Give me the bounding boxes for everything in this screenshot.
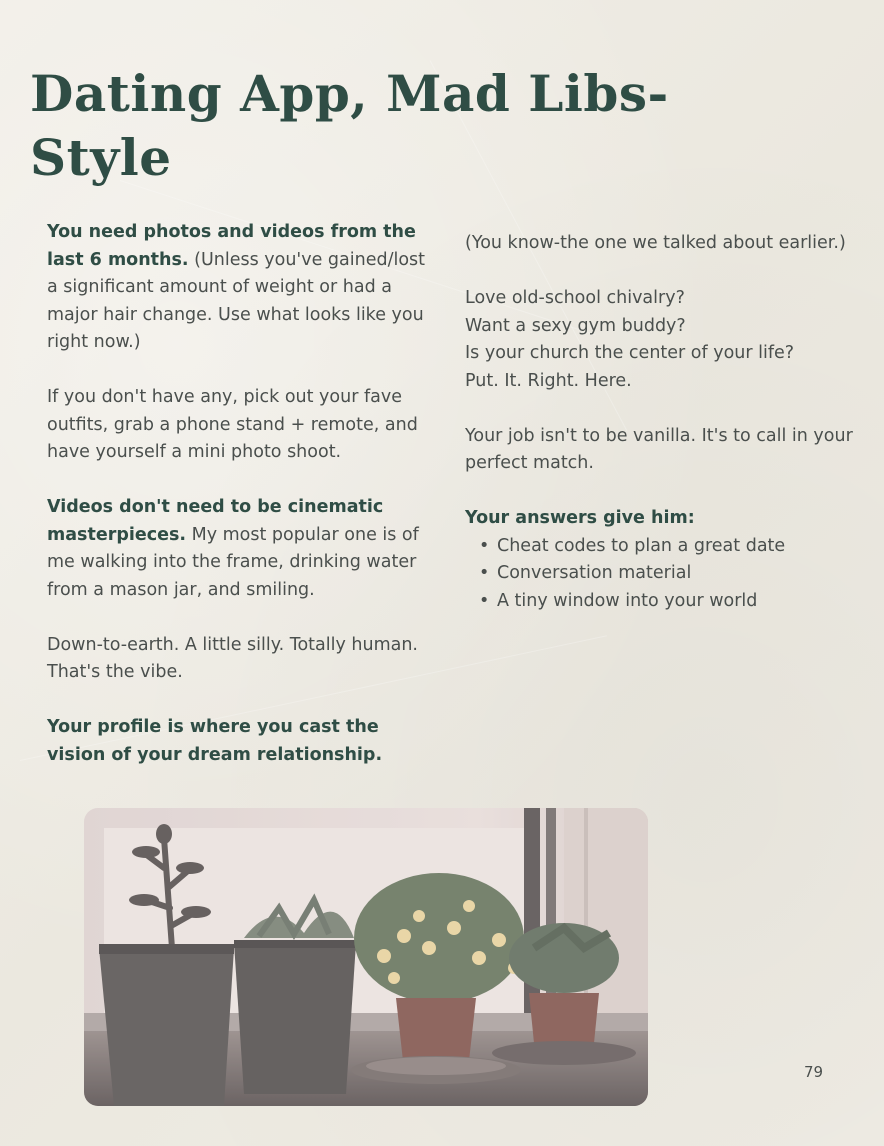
prompt-line: Put. It. Right. Here.: [465, 370, 632, 391]
prompt-line: Is your church the center of your life?: [465, 343, 795, 363]
prompt-lines: [465, 285, 875, 395]
potted-plants-photo: [84, 808, 648, 1106]
paragraph-profile-vision: [47, 714, 432, 769]
paragraph-text: (Unless you've gained/lost a significant amount of weight or had a major hair change. Use what looks like you right now.): [47, 249, 426, 352]
list-item: • Conversation material: [497, 560, 875, 588]
answers-list-heading: Your answers give him:: [465, 508, 695, 528]
bold-lead: You need photos and videos from the last 6 months.: [47, 222, 416, 270]
paragraph-photos: [47, 219, 432, 357]
left-column: [47, 219, 432, 797]
page-number: 79: [804, 1063, 824, 1081]
answers-list: [465, 533, 875, 616]
prompt-line: Love old-school chivalry?: [465, 288, 685, 308]
paragraph-photo-shoot: If you don't have any, pick out your fave outfits, grab a phone stand + remote, and have yourself a mini photo shoot.: [47, 387, 418, 462]
paragraph-job: Your job isn't to be vanilla. It's to call in your perfect match.: [465, 425, 853, 473]
paragraph-aside: (You know-the one we talked about earlier.): [465, 233, 846, 253]
prompt-line: Want a sexy gym buddy?: [465, 315, 686, 336]
right-column: [465, 230, 875, 615]
bold-lead: Your profile is where you cast the vision of your dream relationship.: [47, 717, 383, 765]
list-item: • A tiny window into your world: [497, 588, 875, 616]
paragraph-videos: [47, 494, 432, 604]
paragraph-vibe: Down-to-earth. A little silly. Totally human. That's the vibe.: [47, 634, 418, 682]
paragraph-text: My most popular one is of me walking into the frame, drinking water from a mason jar, and smiling.: [47, 524, 419, 600]
list-item: • Cheat codes to plan a great date: [497, 533, 875, 561]
bold-lead: Videos don't need to be cinematic masterpieces.: [47, 497, 384, 545]
page-title: Dating App, Mad Libs-Style: [30, 64, 669, 187]
